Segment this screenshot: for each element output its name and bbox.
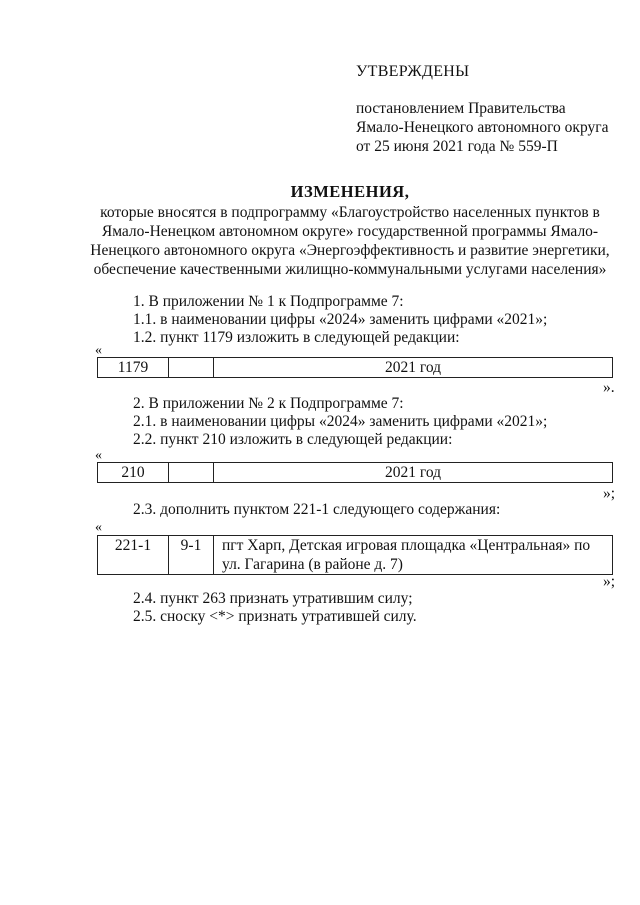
item-2: 2. В приложении № 2 к Подпрограмме 7: bbox=[133, 395, 404, 412]
cell-text-line-1: пгт Харп, Детская игровая площадка «Центральная» по bbox=[222, 537, 591, 554]
open-quote-3: « bbox=[95, 520, 102, 535]
close-quote-3: »; bbox=[603, 573, 616, 590]
item-2-5: 2.5. сноску <*> признать утратившей силу. bbox=[133, 608, 417, 625]
cell-subnumber bbox=[169, 463, 214, 483]
cell-number: 210 bbox=[98, 463, 169, 483]
item-2-1: 2.1. в наименовании цифры «2024» заменить цифрами «2021»; bbox=[133, 413, 548, 430]
item-1-1: 1.1. в наименовании цифры «2024» заменить цифрами «2021»; bbox=[133, 311, 548, 328]
cell-number: 1179 bbox=[98, 358, 169, 378]
table-row bbox=[98, 358, 613, 378]
table-row bbox=[98, 536, 613, 575]
table-point-221-1 bbox=[97, 535, 613, 575]
table-point-210 bbox=[97, 462, 613, 483]
item-2-2: 2.2. пункт 210 изложить в следующей редакции: bbox=[133, 431, 453, 448]
subtitle-line-2: Ямало-Ненецком автономном округе» государственной программы Ямало- bbox=[101, 223, 599, 240]
table-point-1179 bbox=[97, 357, 613, 378]
cell-text: 2021 год bbox=[214, 463, 613, 483]
cell-subnumber bbox=[169, 358, 214, 378]
item-1-2: 1.2. пункт 1179 изложить в следующей редакции: bbox=[133, 329, 460, 346]
approved-heading: УТВЕРЖДЕНЫ bbox=[356, 63, 470, 80]
item-2-3: 2.3. дополнить пунктом 221-1 следующего содержания: bbox=[133, 501, 501, 518]
table-row bbox=[98, 463, 613, 483]
cell-text bbox=[214, 536, 613, 575]
item-1: 1. В приложении № 1 к Подпрограмме 7: bbox=[133, 293, 404, 310]
subtitle-line-1: которые вносятся в подпрограмму «Благоустройство населенных пунктов в bbox=[100, 204, 600, 221]
close-quote-2: »; bbox=[603, 485, 616, 502]
approval-line-3: от 25 июня 2021 года № 559-П bbox=[356, 138, 558, 155]
document-title: ИЗМЕНЕНИЯ, bbox=[290, 182, 410, 201]
approval-line-2: Ямало-Ненецкого автономного округа bbox=[356, 119, 609, 136]
cell-text: 2021 год bbox=[214, 358, 613, 378]
approval-line-1: постановлением Правительства bbox=[356, 100, 566, 117]
open-quote-1: « bbox=[95, 343, 102, 358]
open-quote-2: « bbox=[95, 448, 102, 463]
item-2-4: 2.4. пункт 263 признать утратившим силу; bbox=[133, 590, 413, 607]
cell-number: 221-1 bbox=[98, 536, 169, 575]
subtitle-line-4: обеспечение качественными жилищно-коммунальными услугами населения» bbox=[93, 261, 607, 278]
cell-text-line-2: ул. Гагарина (в районе д. 7) bbox=[222, 556, 403, 573]
subtitle-line-3: Ненецкого автономного округа «Энергоэффективность и развитие энергетики, bbox=[90, 242, 610, 259]
cell-subnumber: 9-1 bbox=[169, 536, 214, 575]
close-quote-1: ». bbox=[603, 379, 615, 396]
